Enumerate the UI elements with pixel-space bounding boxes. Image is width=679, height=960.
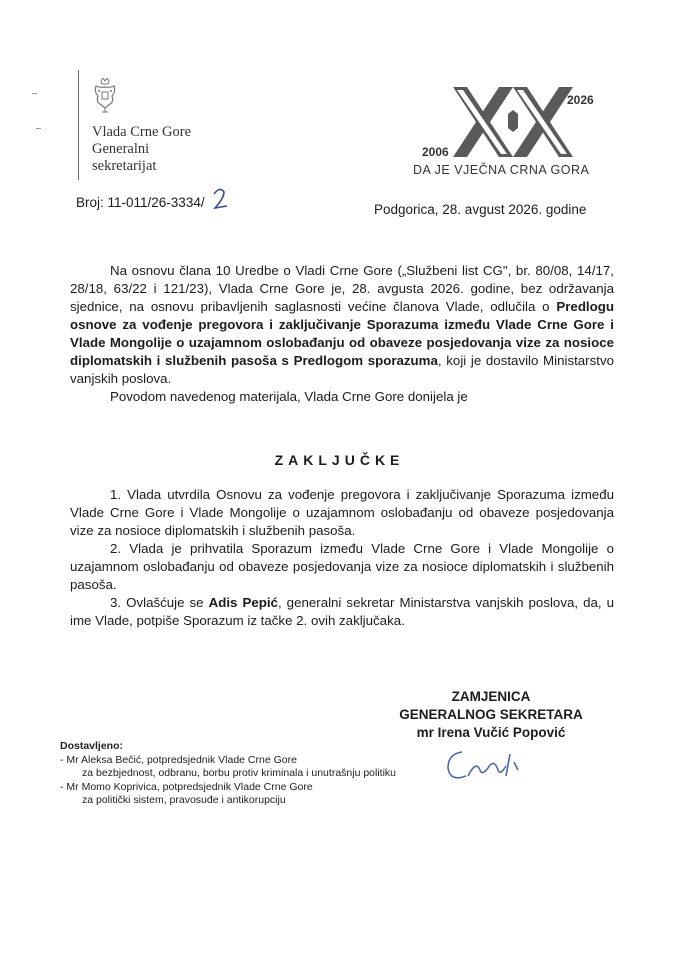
intro-paragraph [70, 262, 614, 388]
distribution-list [60, 740, 396, 808]
scan-mark [36, 128, 41, 129]
distribution-title: Dostavljeno: [60, 740, 124, 752]
intro-text: Na osnovu člana 10 Uredbe o Vladi Crne Gore („Službeni list CG", br. 80/08, 14/17, 28/18, 63/22 i 121/23), Vlada Crne Gore je, 28. avgusta 2026. godine, bez održavanja sjednice, na osnovu pribavljenih saglasnosti većine članova Vlade, odlučila o [70, 263, 614, 314]
logo-year-end: 2026 [567, 93, 594, 107]
conclusions-list [70, 486, 614, 630]
conclusion-item: 1. Vlada utvrdila Osnovu za vođenje pregovora i zaključivanje Sporazuma između Vlade Crne Gore i Vlade Mongolije o uzajamnom oslobađanju od obaveze posjedovanja vize za nosioce diplomatskih i službenih pasoša. [70, 487, 614, 538]
distribution-item-detail: za bezbjednost, odbranu, borbu protiv kriminala i unutrašnju politiku [82, 767, 397, 779]
intro-text-end: , koji je dostavilo Ministarstvo vanjskih poslova. [70, 353, 614, 386]
logo-tagline: DA JE VJEČNA CRNA GORA [413, 163, 590, 177]
signatory-name: mr Irena Vučić Popović [416, 725, 566, 740]
distribution-item: - Mr Momo Koprivica, potpredsjednik Vlade Crne Gore [60, 780, 313, 793]
conclusion-text-end: , generalni sekretar Ministarstva vanjskih poslova, da, u ime Vlade, potpiše Sporazum iz tačke 2. ovih zaključaka. [70, 595, 614, 628]
document-date: Podgorica, 28. avgust 2026. godine [374, 202, 587, 217]
signature-role: GENERALNOG SEKRETARA [399, 707, 583, 722]
org-line: Generalni [92, 141, 150, 157]
conclusions-heading: ZAKLJUČKE [274, 452, 405, 468]
decision-paragraph: Povodom navedenog materijala, Vlada Crne Gore donijela je [110, 389, 468, 404]
scan-mark [32, 93, 37, 94]
org-line: sekretarijat [92, 158, 157, 174]
org-line: Vlada Crne Gore [92, 124, 192, 140]
signature-block [368, 688, 614, 742]
conclusion-item [70, 594, 614, 630]
conclusion-item: 2. Vlada je prihvatila Sporazum između Vlade Crne Gore i Vlade Mongolije o uzajamnom oslobađanju od obaveze posjedovanja vize za nosioce diplomatskih i službenih pasoša. [70, 541, 614, 592]
handwritten-signature [440, 740, 540, 790]
reference-number [76, 195, 205, 210]
intro-bold-text: Predlogu osnove za vođenje pregovora i zaključivanje Sporazuma između Vlade Crne Gore i Vlade Mongolije o uzajamnom oslobađanju od obaveze posjedovanja vize za nosioce diplomatskih i službenih pasoša s Predlogom sporazuma [70, 299, 614, 368]
header-divider [78, 70, 79, 180]
reference-number-text: Broj: 11-011/26-3334/ [76, 195, 205, 210]
distribution-item: - Mr Aleksa Bečić, potpredsjednik Vlade Crne Gore [60, 753, 297, 766]
logo-year-start: 2006 [422, 145, 449, 159]
signature-title: ZAMJENICA [451, 689, 531, 704]
conclusion-bold-name: Adis Pepić [208, 595, 278, 610]
organization-name [92, 124, 191, 175]
document-body [70, 262, 614, 406]
coat-of-arms-icon [92, 78, 118, 114]
handwritten-number [210, 186, 232, 212]
distribution-item-detail: za politički sistem, pravosuđe i antikorupciju [82, 794, 286, 806]
conclusion-text: 3. Ovlašćuje se [110, 595, 209, 610]
